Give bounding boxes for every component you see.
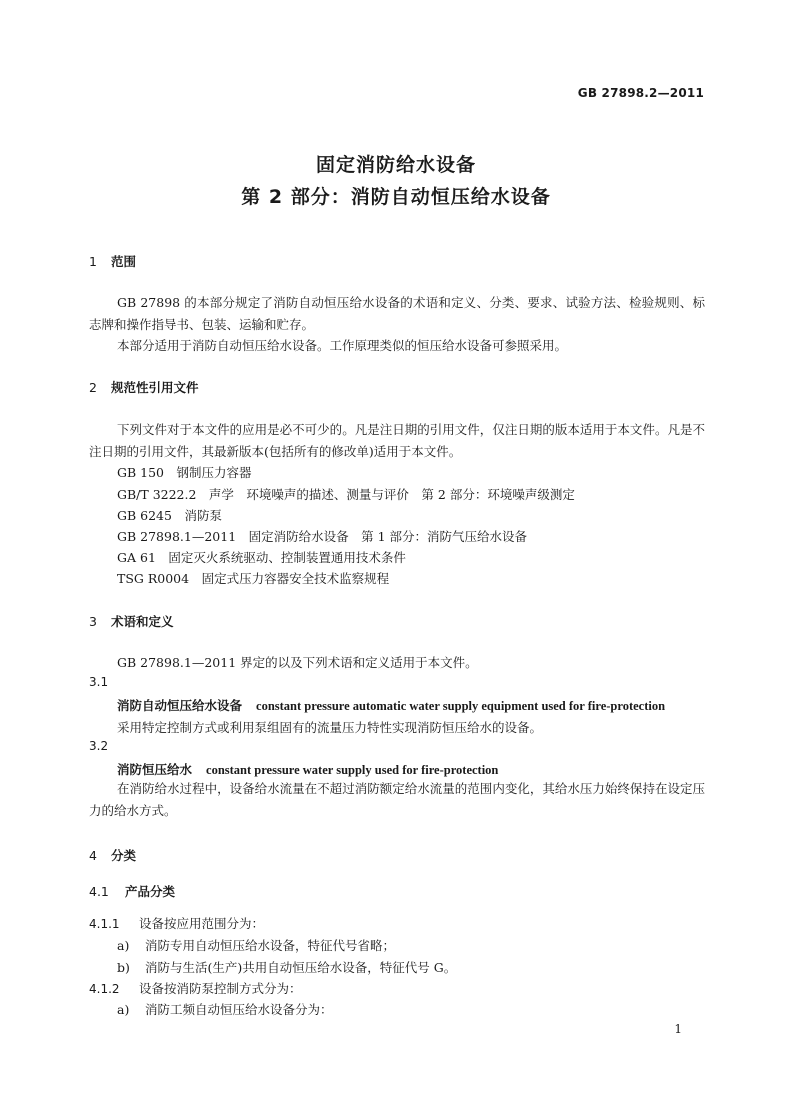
section-title: 术语和定义 [111,614,174,629]
list-text: 消防工频自动恒压给水设备分为： [145,1002,333,1017]
list-text: 消防专用自动恒压给水设备，特征代号省略； [145,938,396,953]
term-definition: 在消防给水过程中，设备给水流量在不超过消防额定给水流量的范围内变化，其给水压力始终保持在设定压力的给水方式。 [89,781,705,818]
reference-item: GB 150 钢制压力容器 [117,465,252,480]
subsection-title: 产品分类 [125,884,176,899]
section-1-heading [89,252,136,270]
term-number: 3.1 [89,675,109,689]
term-english: constant pressure water supply used for fire-protection [206,763,499,777]
list-marker: a) [117,938,130,953]
section-3-heading [89,612,174,630]
standard-number: GB 27898.2—2011 [577,86,704,100]
section-number: 1 [89,254,97,269]
list-text: 消防与生活(生产)共用自动恒压给水设备，特征代号 G。 [145,960,457,975]
list-marker: b) [117,960,130,975]
term-heading [117,760,498,778]
term-chinese: 消防自动恒压给水设备 [117,698,243,713]
section-2-heading [89,378,199,396]
reference-item: GB 6245 消防泵 [117,508,222,523]
section-title: 范围 [111,254,137,269]
subsection-heading [89,882,175,900]
section-4-heading [89,846,136,864]
list-item [117,1000,333,1018]
term-number: 3.2 [89,739,109,753]
clause-4-1-2 [89,979,302,997]
page-number: 1 [674,1022,682,1036]
section-title: 规范性引用文件 [111,380,199,395]
document-subtitle: 第 2 部分：消防自动恒压给水设备 [241,186,551,208]
section-number: 3 [89,614,97,629]
list-item [117,958,456,976]
subsection-number: 4.1 [89,884,109,899]
reference-item: GB/T 3222.2 声学 环境噪声的描述、测量与评价 第 2 部分：环境噪声级测定 [117,487,575,502]
term-heading [117,696,665,714]
section-2-paragraph-1: 下列文件对于本文件的应用是必不可少的。凡是注日期的引用文件，仅注日期的版本适用于本文件。凡是不注日期的引用文件，其最新版本(包括所有的修改单)适用于本文件。 [89,422,705,459]
section-number: 4 [89,848,97,863]
section-1-paragraph-2: 本部分适用于消防自动恒压给水设备。工作原理类似的恒压给水设备可参照采用。 [117,338,568,353]
clause-number: 4.1.2 [89,982,120,996]
clause-4-1-1 [89,914,264,932]
reference-item: TSG R0004 固定式压力容器安全技术监察规程 [117,571,390,586]
list-item [117,936,395,954]
clause-text: 设备按消防泵控制方式分为： [139,981,302,996]
section-3-paragraph-1: GB 27898.1—2011 界定的以及下列术语和定义适用于本文件。 [117,655,478,670]
section-number: 2 [89,380,97,395]
section-1-paragraph-1: GB 27898 的本部分规定了消防自动恒压给水设备的术语和定义、分类、要求、试验方法、检验规则、标志牌和操作指导书、包装、运输和贮存。 [89,295,705,332]
reference-item: GA 61 固定灭火系统驱动、控制装置通用技术条件 [117,550,406,565]
list-marker: a) [117,1002,130,1017]
clause-number: 4.1.1 [89,917,120,931]
section-title: 分类 [111,848,137,863]
term-english: constant pressure automatic water supply equipment used for fire-protection [256,699,666,713]
clause-text: 设备按应用范围分为： [139,916,265,931]
document-title: 固定消防给水设备 [315,154,476,176]
term-definition: 采用特定控制方式或利用泵组固有的流量压力特性实现消防恒压给水的设备。 [117,720,543,735]
reference-item: GB 27898.1—2011 固定消防给水设备 第 1 部分：消防气压给水设备 [117,529,528,544]
term-chinese: 消防恒压给水 [117,762,193,777]
